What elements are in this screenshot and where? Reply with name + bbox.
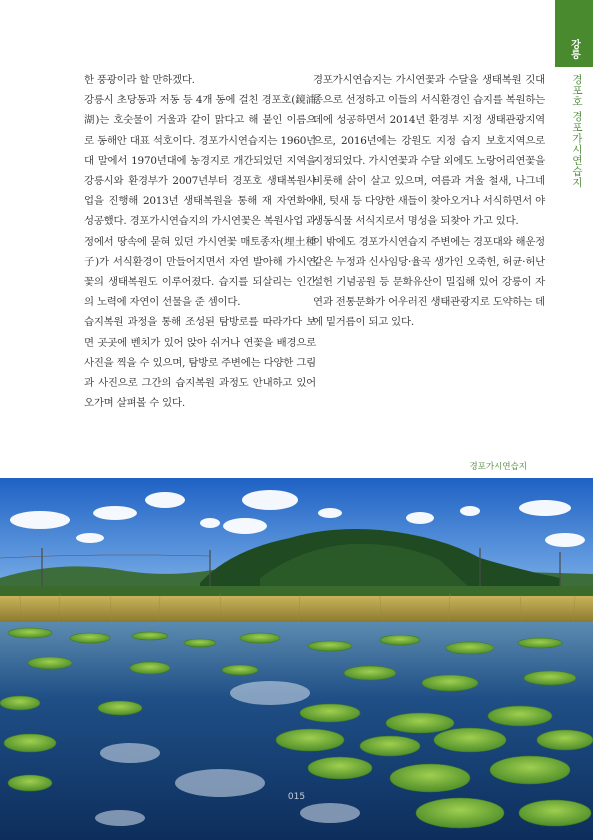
wetland-photo bbox=[0, 478, 593, 840]
text-column-left bbox=[84, 70, 316, 413]
section-title-vertical: 경포호 경포가시연습지 bbox=[571, 74, 583, 188]
paragraph: 한 풍광이라 할 만하겠다. bbox=[84, 74, 195, 86]
paragraph: 경포가시연습지는 가시연꽃과 수달을 생태복원 깃대종으로 선정하고 이들의 서식환경인 습지를 복원하는 데에 성공하면서 2014년 환경부 지정 생태관광지역으로, 2016년에는 강원도 지정 습지 보호지역으로 지정되었다. 가시연꽃과 수달 외에도 노랑어리연꽃을 비롯해 삵이 살고 있으며, 여름과 겨울 철새, 나그네새, 텃새 등 다양한 새들이 찾아오거나 서식하면서 야생동식물 서식지로서 명성을 되찾아 가고 있다. bbox=[313, 74, 545, 228]
text-column-right bbox=[313, 70, 545, 333]
region-tab bbox=[555, 0, 593, 67]
paragraph: 습지복원 과정을 통해 조성된 탐방로를 따라가다 보면 곳곳에 벤치가 있어 앉아 쉬거나 연꽃을 배경으로 사진을 찍을 수 있으며, 탐방로 주변에는 다양한 그림과 사진으로 그간의 습지복원 과정도 안내하고 있어 오가며 살펴볼 수 있다. bbox=[84, 316, 316, 410]
reed-field bbox=[0, 596, 593, 622]
region-tab-label: 강릉 bbox=[568, 39, 580, 59]
page-number: 015 bbox=[287, 792, 306, 802]
paragraph: 이 밖에도 경포가시연습지 주변에는 경포대와 해운정 같은 누정과 신사임당·율곡 생가인 오죽헌, 허균·허난설헌 기념공원 등 문화유산이 밀집해 있어 강릉이 자연과 전통문화가 어우러진 생태관광지로 도약하는 데에 밑거름이 되고 있다. bbox=[313, 235, 545, 329]
photo-caption: 경포가시연습지 bbox=[469, 462, 527, 472]
paragraph: 강릉시 초당동과 저동 등 4개 동에 걸친 경포호(鏡浦湖)는 호숫물이 거울과 같이 맑다고 해 붙인 이름으로 동해안 대표 석호이다. 경포가시연습지는 1960년대 말에서 1970년대에 농경지로 개간되었던 지역을 강릉시와 환경부가 2007년부터 경포호 생태복원사업을 진행해 2013년 생태복원을 통해 재 자연화에 성공했다. 경포가시연습지의 가시연꽃은 복원사업 과정에서 땅속에 묻혀 있던 가시연꽃 매토종자(埋土種子)가 서식환경이 만들어지면서 자연 발아해 가시연꽃의 생태복원도 이루어졌다. 습지를 되살리는 인간의 노력에 자연이 선물을 준 셈이다. bbox=[84, 94, 316, 309]
